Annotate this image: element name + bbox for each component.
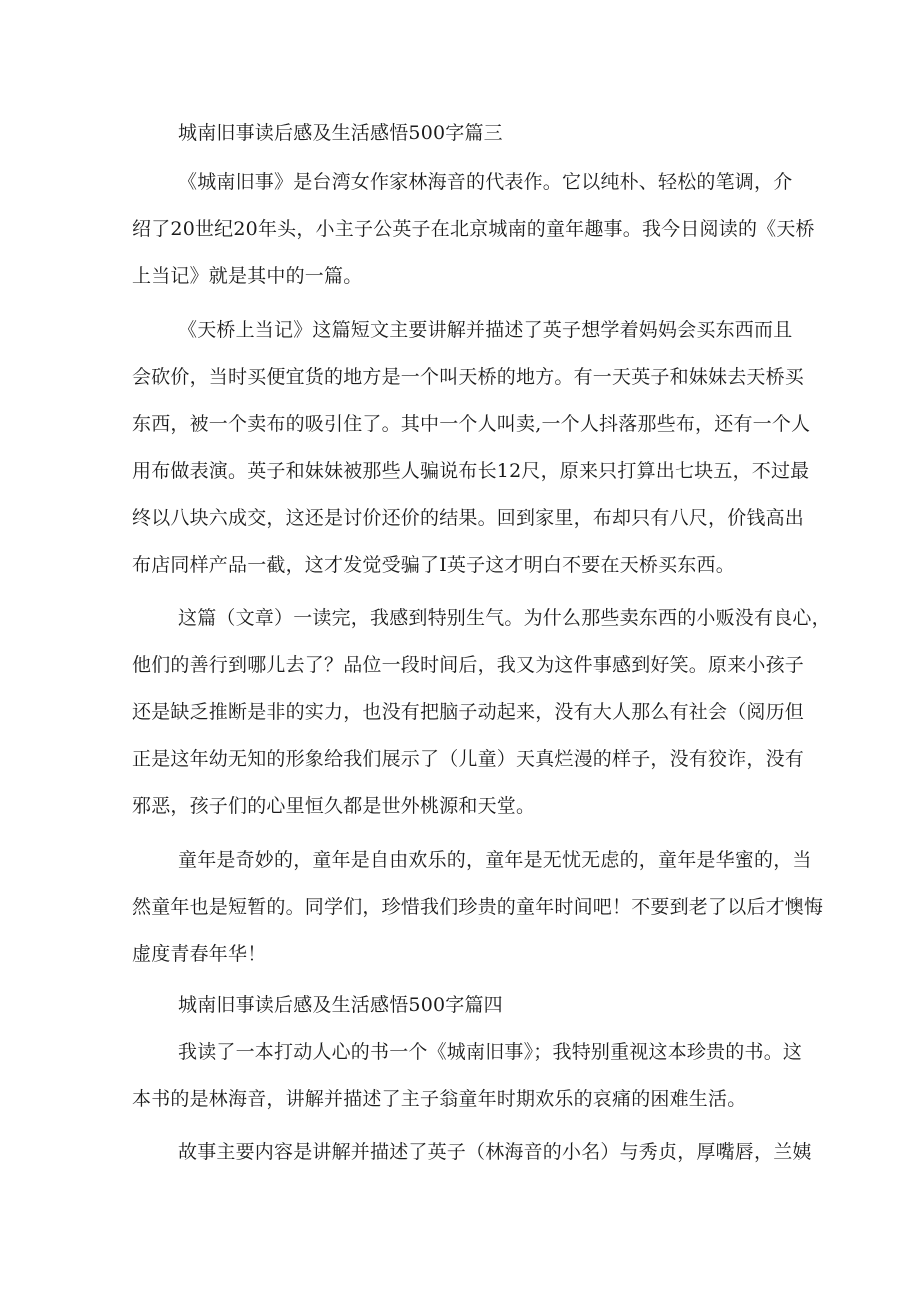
s3-p2-line3: 东西，被一个卖布的吸引住了。其中一个人叫卖,一个人抖落那些布，还有一个人: [132, 413, 811, 435]
s3-p3-line2: 他们的善行到哪儿去了？品位一段时间后，我又为这件事感到好笑。原来小孩子: [132, 654, 805, 676]
s3-p2-line5: 终以八块六成交，这还是讨价还价的结果。回到家里，布却只有八尺，价钱高出: [132, 507, 805, 529]
s3-p3-line1: 这篇（文章）一读完，我感到特别生气。为什么那些卖东西的小贩没有良心，: [178, 607, 831, 629]
s3-p3-line5: 邪恶，孩子们的心里恒久都是世外桃源和天堂。: [132, 795, 536, 817]
s3-p2-line1: 《天桥上当记》这篇短文主要讲解并描述了英子想学着妈妈会买东西而且: [178, 319, 793, 341]
s4-p1-line1: 我读了一本打动人心的书一个《城南旧事》；我特别重视这本珍贵的书。这: [178, 1041, 803, 1063]
s4-p2-line1: 故事主要内容是讲解并描述了英子（林海音的小名）与秀贞，厚嘴唇，兰姨: [178, 1141, 812, 1163]
s3-p2-line4: 用布做表演。英子和妹妹被那些人骗说布长12尺，原来只打算出七块五，不过最: [132, 460, 810, 482]
section4-heading: 城南旧事读后感及生活感悟500字篇四: [178, 994, 503, 1016]
s3-p4-line1: 童年是奇妙的，童年是自由欢乐的，童年是无忧无虑的，童年是华蜜的，当: [178, 849, 812, 871]
s4-p1-line2: 本书的是林海音，讲解并描述了主子翁童年时期欢乐的哀痛的困难生活。: [132, 1088, 747, 1110]
s3-p2-line6: 布店同样产品一截，这才发觉受骗了I英子这才明白不要在天桥买东西。: [132, 554, 735, 576]
section3-heading: 城南旧事读后感及生活感悟500字篇三: [178, 122, 503, 144]
s3-p1-line3: 上当记》就是其中的一篇。: [132, 265, 363, 287]
s3-p3-line4: 正是这年幼无知的形象给我们展示了（儿童）天真烂漫的样子，没有狡诈，没有: [132, 748, 805, 770]
s3-p4-line3: 虚度青春年华！: [132, 943, 267, 965]
s3-p2-line2: 会砍价，当时买便宜货的地方是一个叫天桥的地方。有一天英子和妹妹去天桥买: [132, 366, 805, 388]
s3-p1-line2: 绍了20世纪20年头，小主子公英子在北京城南的童年趣事。我今日阅读的《天桥: [132, 218, 815, 240]
s3-p3-line3: 还是缺乏推断是非的实力，也没有把脑子动起来，没有大人那么有社会（阅历但: [132, 701, 805, 723]
s3-p4-line2: 然童年也是短暂的。同学们，珍惜我们珍贵的童年时间吧！不要到老了以后才懊悔: [132, 896, 824, 918]
s3-p1-line1: 《城南旧事》是台湾女作家林海音的代表作。它以纯朴、轻松的笔调，介: [178, 171, 793, 193]
